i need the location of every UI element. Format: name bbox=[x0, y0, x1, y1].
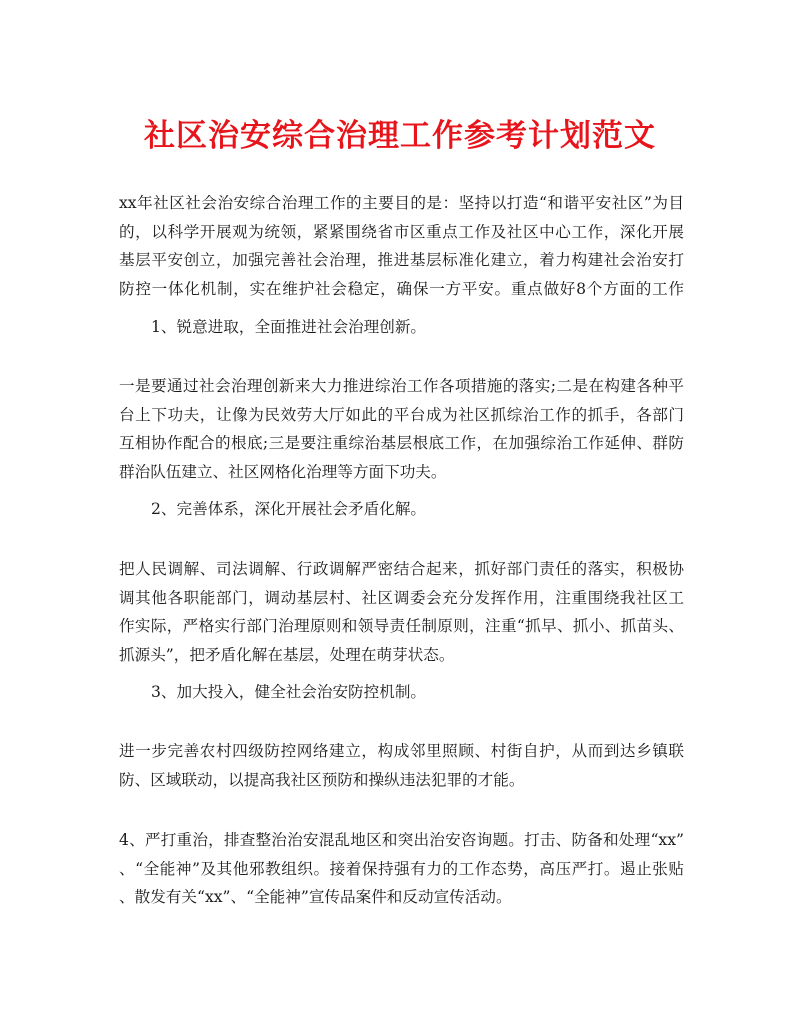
section-heading-text: 1、锐意进取，全面推进社会治理创新。 bbox=[151, 318, 427, 336]
section-heading-text: 3、加大投入，健全社会治安防控机制。 bbox=[151, 683, 427, 701]
text-line: 把人民调解、司法调解、行政调解严密结合起来，抓好部门责任的落实，积极协 bbox=[119, 560, 684, 578]
text-line: 防、区域联动，以提高我社区预防和操纵违法犯罪的才能。 bbox=[119, 770, 525, 789]
text-line: xx年社区社会治安综合治理工作的主要目的是：坚持以打造“和谐平安社区”为目 bbox=[119, 194, 684, 212]
text-line: 互相协作配合的根底;三是要注重综治基层根底工作，在加强综治工作延伸、群防 bbox=[119, 434, 684, 453]
paragraph-section-2 bbox=[119, 555, 684, 670]
section-heading-1 bbox=[119, 313, 684, 342]
paragraph-section-3 bbox=[119, 737, 684, 794]
paragraph-section-1 bbox=[119, 372, 684, 487]
text-line: 、“全能神”及其他邪教组织。接着保持强有力的工作态势，高压严打。遏止张贴 bbox=[119, 859, 684, 878]
section-heading-text: 2、完善体系，深化开展社会矛盾化解。 bbox=[151, 500, 427, 518]
text-line: 防控一体化机制，实在维护社会稳定，确保一方平安。重点做好8个方面的工作 bbox=[119, 280, 684, 299]
text-line: 进一步完善农村四级防控网络建立，构成邻里照顾、村街自护，从而到达乡镇联 bbox=[119, 742, 684, 760]
text-line: 的，以科学开展观为统领，紧紧围绕省市区重点工作及社区中心工作，深化开展 bbox=[119, 222, 684, 241]
text-line: 、散发有关“xx”、“全能神”宣传品案件和反动宣传活动。 bbox=[119, 888, 512, 907]
text-line: 调其他各职能部门，调动基层村、社区调委会充分发挥作用，注重围绕我社区工 bbox=[119, 588, 684, 607]
text-line: 4、严打重治，排查整治治安混乱地区和突出治安咨询题。打击、防备和处理“xx” bbox=[119, 831, 684, 849]
section-heading-3 bbox=[119, 678, 684, 707]
paragraph-intro bbox=[119, 189, 684, 304]
text-line: 作实际，严格实行部门治理原则和领导责任制原则，注重“抓早、抓小、抓苗头、 bbox=[119, 617, 684, 636]
text-line: 基层平安创立，加强完善社会治理，推进基层标准化建立，着力构建社会治安打 bbox=[119, 251, 684, 270]
page-title: 社区治安综合治理工作参考计划范文 bbox=[144, 118, 656, 154]
section-heading-2 bbox=[119, 495, 684, 524]
text-line: 一是要通过社会治理创新来大力推进综治工作各项措施的落实;二是在构建各种平 bbox=[119, 377, 684, 395]
text-line: 群治队伍建立、社区网格化治理等方面下功夫。 bbox=[119, 463, 447, 482]
text-line: 台上下功夫，让像为民效劳大厅如此的平台成为社区抓综治工作的抓手，各部门 bbox=[119, 405, 684, 424]
text-line: 抓源头”，把矛盾化解在基层，处理在萌芽状态。 bbox=[119, 646, 455, 665]
paragraph-section-4 bbox=[119, 826, 684, 912]
